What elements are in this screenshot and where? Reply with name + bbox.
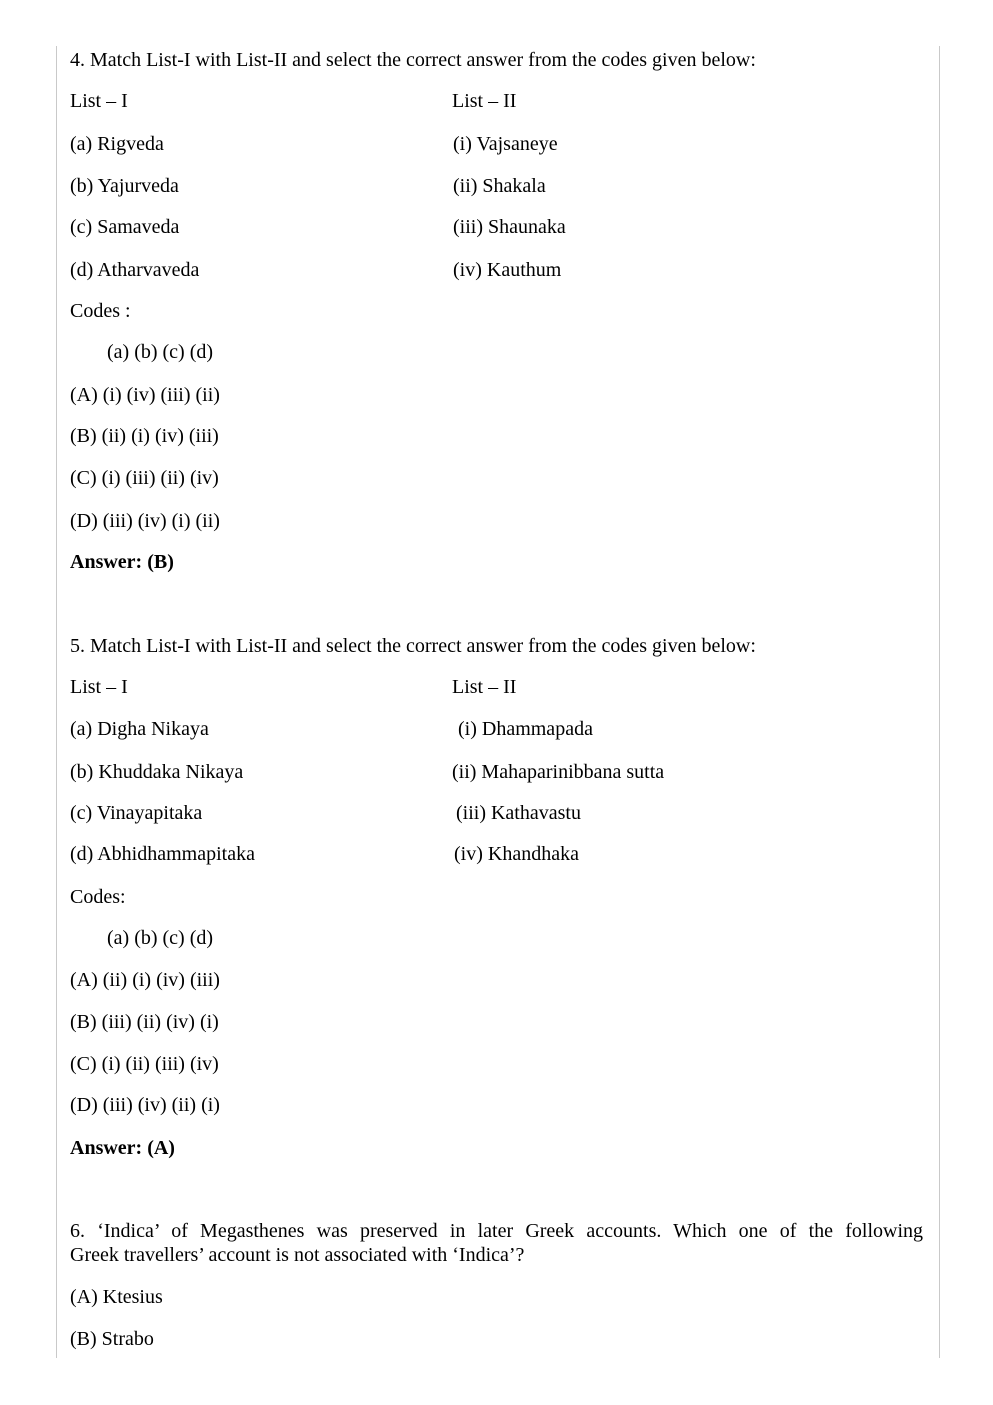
q4-answer: Answer: (B) <box>70 551 174 573</box>
page-right-margin-line <box>939 46 940 1358</box>
q5-list2-item: (iv) Khandhaka <box>454 843 579 865</box>
q4-list2-item: (iv) Kauthum <box>453 259 562 281</box>
q4-list2-header: List – II <box>452 90 517 112</box>
q4-list2-item: (iii) Shaunaka <box>453 216 566 238</box>
q5-option: (D) (iii) (iv) (ii) (i) <box>70 1094 220 1116</box>
q5-codes-label: Codes: <box>70 886 126 908</box>
q5-list1-item: (c) Vinayapitaka <box>70 802 203 824</box>
q4-list1-header: List – I <box>70 90 128 112</box>
q4-list1-item: (b) Yajurveda <box>70 175 179 197</box>
q6-option: (A) Ktesius <box>70 1286 163 1308</box>
q4-list1-item: (a) Rigveda <box>70 133 164 155</box>
q4-list2-item: (ii) Shakala <box>453 175 546 197</box>
q4-list1-item: (d) Atharvaveda <box>70 259 200 281</box>
q5-list2-item: (i) Dhammapada <box>458 718 593 740</box>
question-4-text: 4. Match List-I with List-II and select the correct answer from the codes given below: <box>70 49 756 71</box>
q5-list1-item: (d) Abhidhammapitaka <box>70 843 255 865</box>
q5-list2-header: List – II <box>452 676 517 698</box>
q5-list1-header: List – I <box>70 676 128 698</box>
q5-list2-item: (ii) Mahaparinibbana sutta <box>452 761 665 783</box>
q5-codes-header: (a) (b) (c) (d) <box>107 927 214 949</box>
q4-codes-label: Codes : <box>70 300 131 322</box>
q4-option: (C) (i) (iii) (ii) (iv) <box>70 467 219 489</box>
q5-answer: Answer: (A) <box>70 1137 175 1159</box>
q4-codes-header: (a) (b) (c) (d) <box>107 341 214 363</box>
q5-option: (C) (i) (ii) (iii) (iv) <box>70 1053 219 1075</box>
q4-list2-item: (i) Vajsaneye <box>453 133 558 155</box>
question-6-text-line1: 6. ‘Indica’ of Megasthenes was preserved in later Greek accounts. Which one of the following <box>70 1220 923 1242</box>
question-6-text-line2: Greek travellers’ account is not associated with ‘Indica’? <box>70 1244 525 1266</box>
q4-option: (D) (iii) (iv) (i) (ii) <box>70 510 220 532</box>
q4-option: (B) (ii) (i) (iv) (iii) <box>70 425 219 447</box>
question-5-text: 5. Match List-I with List-II and select the correct answer from the codes given below: <box>70 635 756 657</box>
q5-list1-item: (a) Digha Nikaya <box>70 718 209 740</box>
q4-list1-item: (c) Samaveda <box>70 216 180 238</box>
q5-option: (A) (ii) (i) (iv) (iii) <box>70 969 220 991</box>
q5-list2-item: (iii) Kathavastu <box>456 802 581 824</box>
q5-list1-item: (b) Khuddaka Nikaya <box>70 761 244 783</box>
q4-option: (A) (i) (iv) (iii) (ii) <box>70 384 220 406</box>
q6-option: (B) Strabo <box>70 1328 154 1350</box>
page-left-margin-line <box>56 46 57 1358</box>
q5-option: (B) (iii) (ii) (iv) (i) <box>70 1011 219 1033</box>
